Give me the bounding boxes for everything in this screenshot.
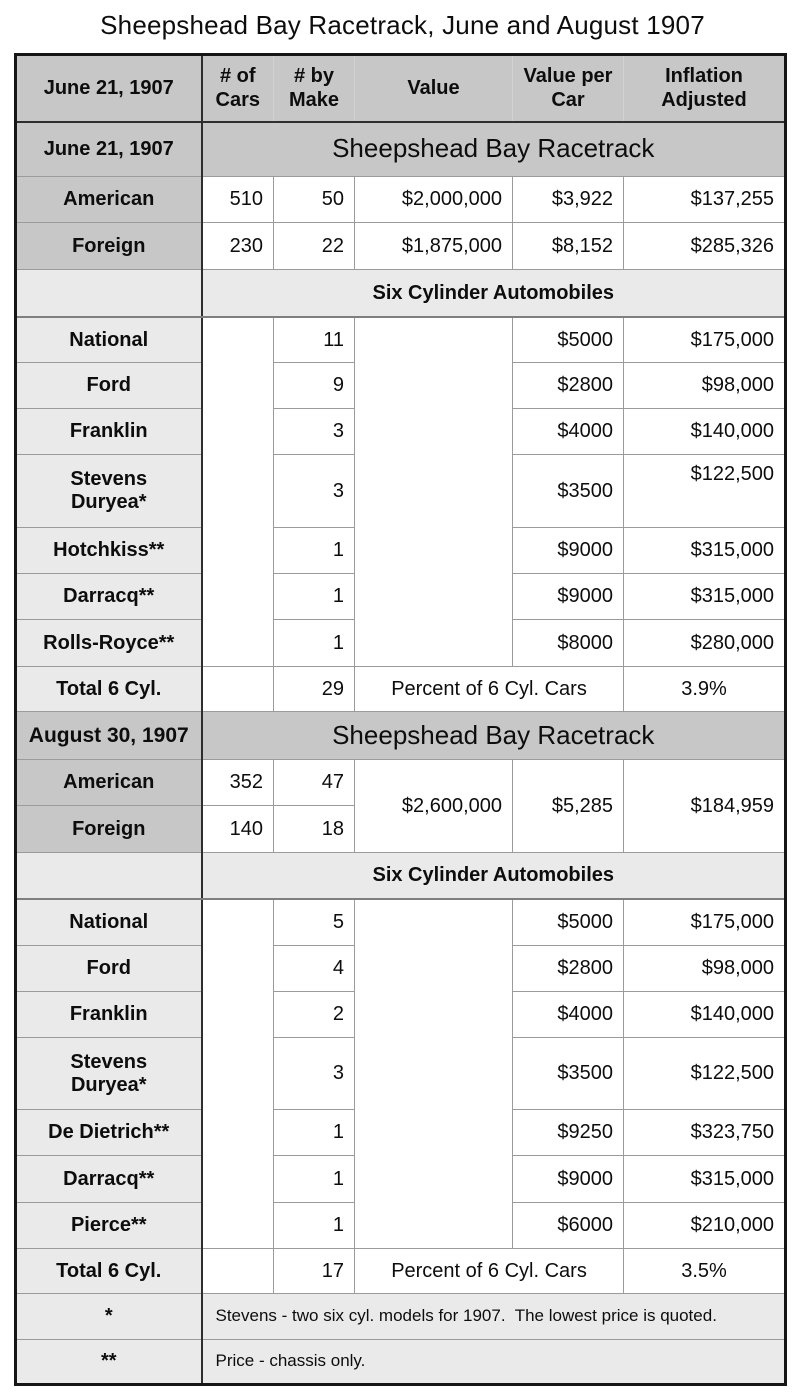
by-make-cell: 3 [274,455,355,528]
june-total-row [16,667,786,712]
by-make-cell: 22 [274,223,355,270]
per-car-cell: $6000 [513,1203,624,1249]
table-header-row [16,55,786,122]
june-six-cyl-banner-row [16,270,786,317]
per-car-cell: $5000 [513,317,624,363]
per-car-cell: $2800 [513,946,624,992]
row-label-cell: Hotchkiss** [16,528,202,574]
by-make-cell: 50 [274,177,355,223]
total-label-cell: Total 6 Cyl. [16,1249,202,1294]
row-label-cell: Darracq** [16,1156,202,1203]
cars-cell: 510 [202,177,274,223]
august-section-row [16,712,786,760]
inflation-cell: $122,500 [624,1038,786,1110]
percent-value-cell: 3.5% [624,1249,786,1294]
empty-value-span-cell [355,899,513,1249]
section-date-cell: August 30, 1907 [16,712,202,760]
col-header-period: June 21, 1907 [16,55,202,122]
per-car-cell: $5000 [513,899,624,946]
by-make-cell: 2 [274,992,355,1038]
row-label-cell: Franklin [16,992,202,1038]
section-title-cell: Sheepshead Bay Racetrack [202,122,786,177]
by-make-cell: 47 [274,760,355,806]
col-header-value: Value [355,55,513,122]
inflation-cell: $140,000 [624,992,786,1038]
total-by-make-cell: 29 [274,667,355,712]
racetrack-data-table [14,53,787,1386]
six-cyl-title-cell: Six Cylinder Automobiles [202,270,786,317]
per-car-cell: $8000 [513,620,624,667]
inflation-cell: $175,000 [624,899,786,946]
percent-caption-cell: Percent of 6 Cyl. Cars [355,1249,624,1294]
footnote-symbol-cell: ** [16,1340,202,1385]
inflation-cell: $122,500 [624,455,786,528]
per-car-cell: $9000 [513,528,624,574]
footnote-text-cell: Price - chassis only. [202,1340,786,1385]
footnote-row [16,1294,786,1340]
august-american-row [16,760,786,806]
inflation-cell: $210,000 [624,1203,786,1249]
value-cell: $2,000,000 [355,177,513,223]
by-make-cell: 3 [274,1038,355,1110]
row-label-cell: Ford [16,946,202,992]
inflation-cell: $98,000 [624,363,786,409]
per-car-cell: $8,152 [513,223,624,270]
total-label-cell: Total 6 Cyl. [16,667,202,712]
row-label-cell: National [16,899,202,946]
inflation-cell: $137,255 [624,177,786,223]
col-header-num-by-make: # by Make [274,55,355,122]
empty-cars-cell [202,667,274,712]
make-row [16,899,786,946]
row-label-cell: Foreign [16,806,202,853]
inflation-cell: $175,000 [624,317,786,363]
col-header-value-per-car: Value per Car [513,55,624,122]
per-car-cell: $9000 [513,574,624,620]
six-cyl-title-cell: Six Cylinder Automobiles [202,853,786,899]
per-car-cell: $9000 [513,1156,624,1203]
value-cell: $1,875,000 [355,223,513,270]
by-make-cell: 1 [274,1203,355,1249]
row-label-text: Stevens Duryea* [70,468,148,513]
row-label-text: Stevens Duryea* [70,1050,148,1096]
percent-caption-cell: Percent of 6 Cyl. Cars [355,667,624,712]
inflation-cell: $323,750 [624,1110,786,1156]
by-make-cell: 5 [274,899,355,946]
per-car-cell: $9250 [513,1110,624,1156]
col-header-inflation-adjusted: Inflation Adjusted [624,55,786,122]
per-car-cell: $2800 [513,363,624,409]
by-make-cell: 4 [274,946,355,992]
row-label-cell: National [16,317,202,363]
per-car-cell: $3500 [513,1038,624,1110]
august-total-row [16,1249,786,1294]
empty-label-cell [16,853,202,899]
combined-inflation-cell: $184,959 [624,760,786,853]
by-make-cell: 9 [274,363,355,409]
row-label-cell [16,1038,202,1110]
col-header-num-cars: # of Cars [202,55,274,122]
per-car-cell: $3,922 [513,177,624,223]
empty-cars-span-cell [202,899,274,1249]
per-car-cell: $3500 [513,455,624,528]
row-label-cell: Rolls-Royce** [16,620,202,667]
page-title: Sheepshead Bay Racetrack, June and August 1907 [100,10,705,40]
by-make-cell: 18 [274,806,355,853]
footnote-symbol-cell: * [16,1294,202,1340]
inflation-cell: $140,000 [624,409,786,455]
percent-value-cell: 3.9% [624,667,786,712]
row-label-cell: American [16,760,202,806]
by-make-cell: 1 [274,1110,355,1156]
section-date-cell: June 21, 1907 [16,122,202,177]
row-label-cell: De Dietrich** [16,1110,202,1156]
per-car-cell: $4000 [513,992,624,1038]
row-label-cell [16,455,202,528]
inflation-cell: $315,000 [624,528,786,574]
row-label-cell: Foreign [16,223,202,270]
june-foreign-row [16,223,786,270]
row-label-cell: American [16,177,202,223]
inflation-cell: $315,000 [624,574,786,620]
inflation-cell: $280,000 [624,620,786,667]
cars-cell: 140 [202,806,274,853]
by-make-cell: 1 [274,574,355,620]
by-make-cell: 11 [274,317,355,363]
per-car-cell: $4000 [513,409,624,455]
inflation-cell: $98,000 [624,946,786,992]
inflation-cell: $315,000 [624,1156,786,1203]
empty-value-span-cell [355,317,513,667]
june-american-row [16,177,786,223]
row-label-cell: Pierce** [16,1203,202,1249]
by-make-cell: 3 [274,409,355,455]
june-section-row [16,122,786,177]
cars-cell: 352 [202,760,274,806]
combined-per-car-cell: $5,285 [513,760,624,853]
empty-cars-cell [202,1249,274,1294]
footnote-row [16,1340,786,1385]
row-label-cell: Ford [16,363,202,409]
inflation-cell: $285,326 [624,223,786,270]
make-row [16,317,786,363]
total-by-make-cell: 17 [274,1249,355,1294]
row-label-cell: Darracq** [16,574,202,620]
combined-value-cell: $2,600,000 [355,760,513,853]
august-six-cyl-banner-row [16,853,786,899]
by-make-cell: 1 [274,1156,355,1203]
by-make-cell: 1 [274,620,355,667]
by-make-cell: 1 [274,528,355,574]
row-label-cell: Franklin [16,409,202,455]
section-title-cell: Sheepshead Bay Racetrack [202,712,786,760]
empty-label-cell [16,270,202,317]
footnote-text-cell: Stevens - two six cyl. models for 1907. The lowest price is quoted. [202,1294,786,1340]
cars-cell: 230 [202,223,274,270]
empty-cars-span-cell [202,317,274,667]
